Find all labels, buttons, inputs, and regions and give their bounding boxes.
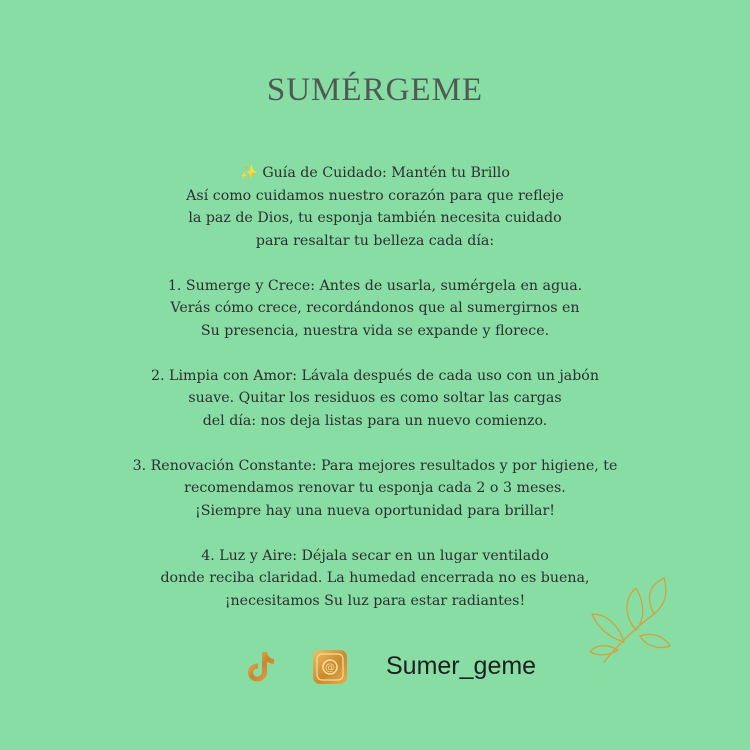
sparkles-icon: ✨ bbox=[240, 165, 258, 181]
step-line: 2. Limpia con Amor: Lávala después de cada uso con un jabón bbox=[151, 367, 599, 384]
step-line: recomendamos renovar tu esponja cada 2 o 3 meses. bbox=[184, 480, 566, 496]
gold-leaf-icon bbox=[584, 574, 674, 674]
step-line: del día: nos deja listas para un nuevo comienzo. bbox=[202, 412, 548, 429]
step-line: suave. Quitar los residuos es como soltar las cargas bbox=[188, 390, 562, 406]
page-title: SUMÉRGEME bbox=[266, 72, 484, 108]
social-handle[interactable]: Sumer_geme bbox=[386, 652, 537, 680]
step-line: 3. Renovación Constante: Para mejores resultados y por higiene, te bbox=[132, 457, 618, 474]
svg-text:@: @ bbox=[325, 662, 335, 674]
intro-heading-line bbox=[0, 162, 750, 185]
tiktok-icon[interactable] bbox=[242, 648, 280, 686]
care-guide bbox=[0, 162, 750, 635]
step-line: donde reciba claridad. La humedad encerrada no es buena, bbox=[160, 570, 590, 586]
step-line: ¡Siempre hay una nueva oportunidad para brillar! bbox=[195, 502, 555, 519]
step-line: Su presencia, nuestra vida se expande y florece. bbox=[200, 322, 550, 339]
intro-paragraph bbox=[0, 162, 750, 252]
instagram-icon[interactable] bbox=[311, 648, 349, 686]
step-2 bbox=[0, 365, 750, 433]
step-line: ¡necesitamos Su luz para estar radiantes! bbox=[224, 592, 526, 609]
step-line: 4. Luz y Aire: Déjala secar en un lugar ventilado bbox=[201, 547, 549, 564]
intro-heading: Guía de Cuidado: Mantén tu Brillo bbox=[262, 165, 510, 181]
step-line: 1. Sumerge y Crece: Antes de usarla, sumérgela en agua. bbox=[167, 277, 583, 294]
intro-line: Así como cuidamos nuestro corazón para que refleje bbox=[186, 187, 564, 204]
step-3 bbox=[0, 455, 750, 523]
step-line: Verás cómo crece, recordándonos que al sumergirnos en bbox=[170, 300, 580, 316]
intro-line: para resaltar tu belleza cada día: bbox=[255, 232, 495, 249]
step-1 bbox=[0, 275, 750, 343]
intro-line: la paz de Dios, tu esponja también necesita cuidado bbox=[188, 210, 562, 226]
